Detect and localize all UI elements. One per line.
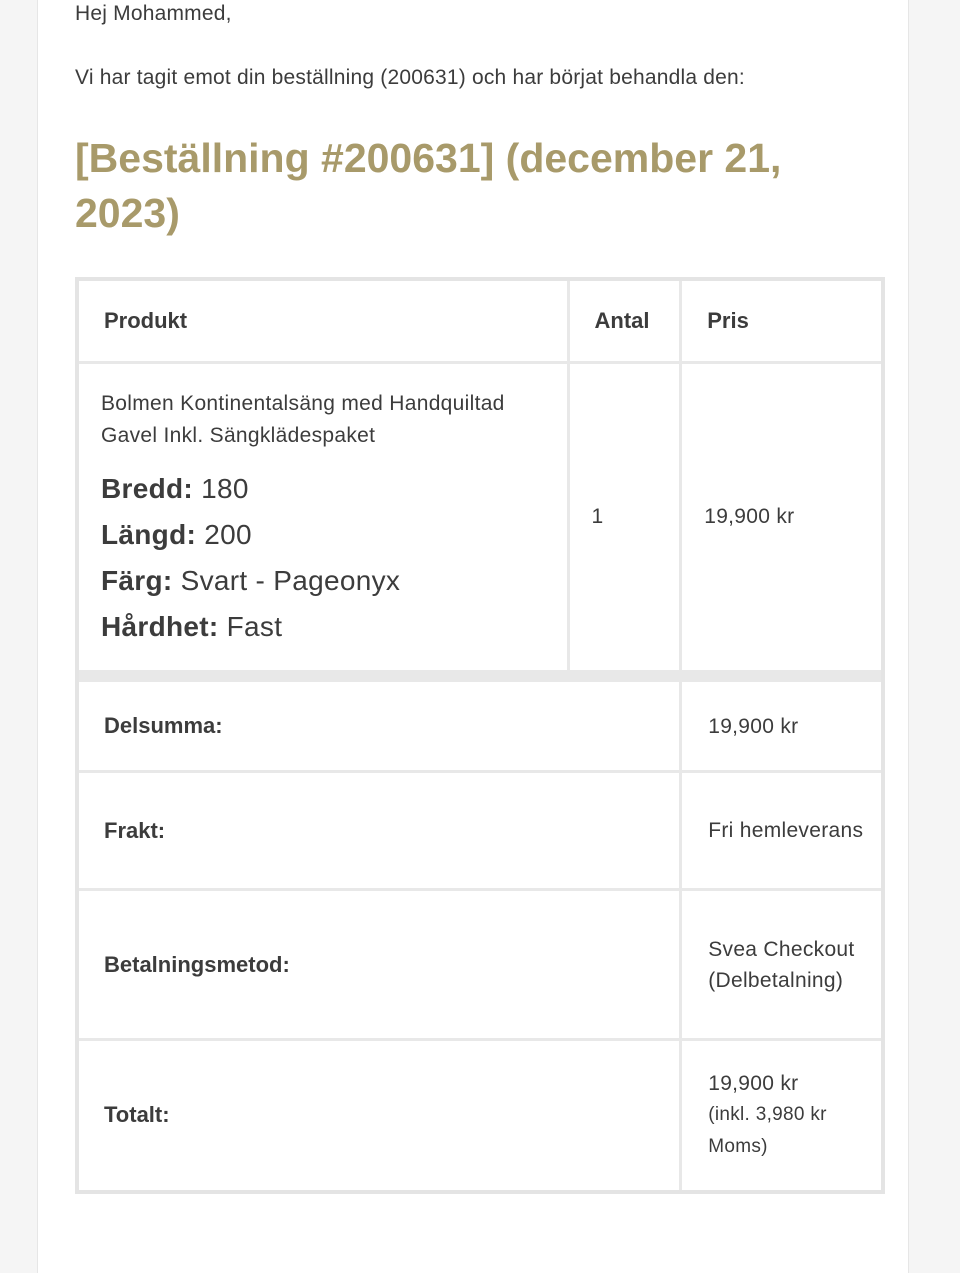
- header-price: Pris: [681, 279, 883, 363]
- intro-text: Vi har tagit emot din beställning (200631) och har börjat behandla den:: [75, 66, 745, 89]
- meta-width: [101, 466, 545, 512]
- meta-length: [101, 512, 545, 558]
- meta-value: 200: [204, 519, 252, 550]
- total-cell: [681, 1040, 883, 1192]
- table-row: [77, 363, 883, 672]
- meta-label: Hårdhet:: [101, 611, 219, 642]
- order-table: [75, 277, 885, 1194]
- quantity-cell: 1: [568, 363, 681, 672]
- table-header-row: [77, 279, 883, 363]
- shipping-value: Fri hemleverans: [681, 772, 883, 890]
- order-title: [Beställning #200631] (december 21, 2023): [75, 135, 782, 236]
- product-name: Bolmen Kontinentalsäng med Handquiltad Gavel Inkl. Sängklädespaket: [101, 392, 505, 447]
- total-tax-note: (inkl. 3,980 kr Moms): [708, 1103, 827, 1157]
- shipping-label: Frakt:: [77, 772, 681, 890]
- price-cell: 19,900 kr: [681, 363, 883, 672]
- meta-label: Färg:: [101, 565, 173, 596]
- meta-label: Längd:: [101, 519, 197, 550]
- total-label: Totalt:: [77, 1040, 681, 1192]
- subtotal-value: 19,900 kr: [681, 681, 883, 772]
- meta-label: Bredd:: [101, 473, 194, 504]
- subtotal-label: Delsumma:: [77, 681, 681, 772]
- shipping-row: [77, 772, 883, 890]
- meta-value: Svart - Pageonyx: [180, 565, 401, 596]
- meta-value: Fast: [226, 611, 283, 642]
- meta-color: [101, 558, 545, 604]
- section-divider: [77, 672, 883, 681]
- meta-value: 180: [201, 473, 249, 504]
- product-cell: [77, 363, 568, 672]
- subtotal-row: [77, 681, 883, 772]
- total-row: [77, 1040, 883, 1192]
- header-quantity: Antal: [568, 279, 681, 363]
- greeting-text: Hej Mohammed,: [75, 2, 232, 25]
- payment-row: [77, 890, 883, 1040]
- payment-value: Svea Checkout (Delbetalning): [681, 890, 883, 1040]
- meta-firmness: [101, 604, 545, 650]
- total-value: 19,900 kr: [708, 1071, 799, 1095]
- payment-label: Betalningsmetod:: [77, 890, 681, 1040]
- header-product: Produkt: [77, 279, 568, 363]
